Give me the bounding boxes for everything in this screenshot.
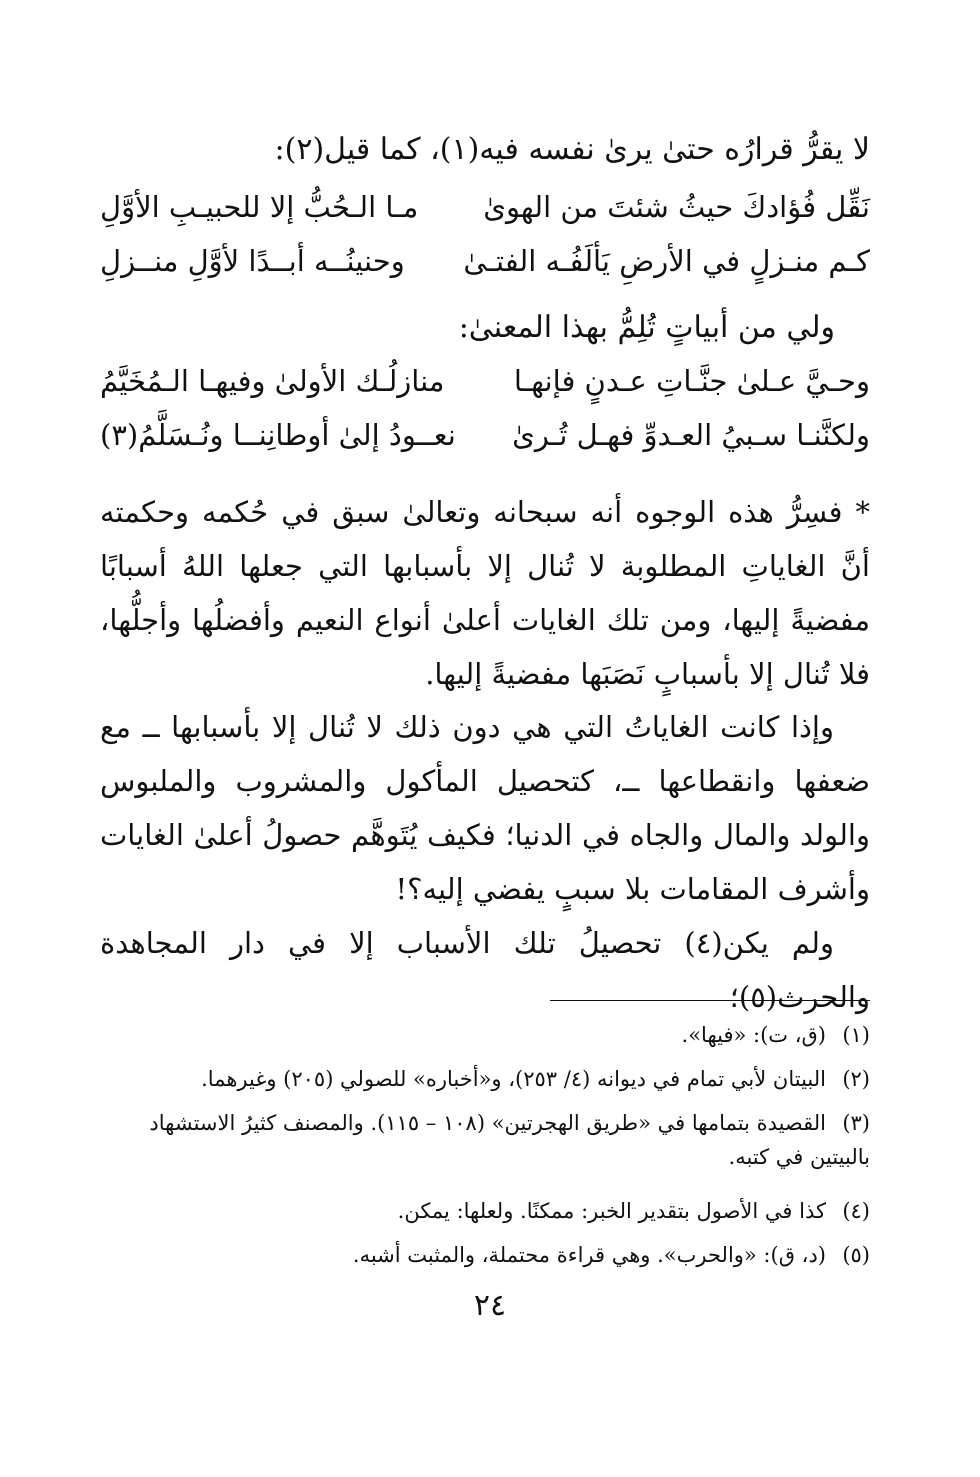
paragraph-3: ولم يكن(٤) تحصيلُ تلك الأسباب إلا في دار المجاهدة والحرث(٥)؛ — [100, 926, 870, 1014]
verse1-bayt1 — [100, 190, 870, 240]
footnote-text: القصيدة بتمامها في «طريق الهجرتين» (١٠٨ – ١١٥). والمصنف كثيرُ الاستشهاد بالبيتين في كتبه. — [149, 1111, 870, 1169]
verse2-bayt1-first-hemistich: وحـيَّ عـلىٰ جنَّـاتِ عـدنٍ فإنهـا — [513, 364, 870, 398]
verse1-bayt1-first-hemistich: نَقِّل فُؤادكَ حيثُ شئتَ من الهوىٰ — [483, 190, 870, 224]
footnote-5 — [100, 1238, 870, 1272]
footnote-text: كذا في الأصول بتقدير الخبر: ممكنًا. ولعلها: يمكن. — [397, 1199, 826, 1223]
paragraph-1: * فسِرُّ هذه الوجوه أنه سبحانه وتعالىٰ سبق في حُكمه وحكمته أنَّ الغاياتِ المطلوبة لا تُنال إلا بأسبابها التي جعلها اللهُ أسبابًا مفضيةً إليها، ومن تلك الغايات أعلىٰ أنواع النعيم وأفضلُها وأجلُّها، فلا تُنال إلا بأسبابٍ نَصَبَها مفضيةً إليها. — [100, 495, 870, 691]
verse2-bayt1 — [100, 364, 870, 414]
opening-line: لا يقرُّ قرارُه حتىٰ يرىٰ نفسه فيه(١)، كما قيل(٢): — [274, 132, 870, 167]
footnote-number: (٢) — [842, 1067, 870, 1091]
footnote-4 — [100, 1194, 870, 1228]
footnote-number: (٤) — [842, 1199, 870, 1223]
footnote-number: (٣) — [842, 1111, 870, 1135]
page-number: ٢٤ — [473, 1288, 507, 1323]
footnote-number: (١) — [842, 1023, 870, 1047]
footnote-separator — [550, 1000, 870, 1001]
footnote-text: (د، ق): «والحرب». وهي قراءة محتملة، والمثبت أشبه. — [352, 1243, 826, 1267]
verse1-bayt2 — [100, 244, 870, 294]
footnote-text: البيتان لأبي تمام في ديوانه (٤/ ٢٥٣)، و«أخباره» للصولي (٢٠٥) وغيرهما. — [201, 1067, 826, 1091]
verse2-bayt2-second-hemistich: نعــودُ إلىٰ أوطانِنــا ونُـسَلَّمُ(٣) — [100, 418, 456, 452]
verse2-intro: ولي من أبياتٍ تُلِمُّ بهذا المعنىٰ: — [458, 310, 835, 345]
footnote-text: (ق، ت): «فيها». — [681, 1023, 826, 1047]
footnote-2 — [100, 1062, 870, 1096]
paragraph-2: وإذا كانت الغاياتُ التي هي دون ذلك لا تُنال إلا بأسبابها ــ مع ضعفها وانقطاعها ــ، كتحصيل المأكول والمشروب والملبوس والولد والمال والجاه في الدنيا؛ فكيف يُتَوهَّم حصولُ أعلىٰ الغايات وأشرف المقامات بلا سببٍ يفضي إليه؟! — [100, 710, 870, 906]
verse1-bayt2-first-hemistich: كـم منـزلٍ في الأرضِ يَألَفُـه الفتـىٰ — [463, 244, 870, 278]
verse2-bayt2-first-hemistich: ولكنَّنـا سـبيُ العـدوِّ فهـل تُـرىٰ — [512, 418, 870, 452]
footnote-1 — [100, 1018, 870, 1052]
verse1-bayt2-second-hemistich: وحنينُــه أبــدًا لأوَّلِ منــزلِ — [100, 244, 405, 278]
footnote-number: (٥) — [842, 1243, 870, 1267]
footnote-3 — [100, 1106, 870, 1174]
verse2-bayt1-second-hemistich: منازلُـك الأولىٰ وفيهـا الـمُخَيَّمُ — [100, 364, 445, 398]
verse2-bayt2 — [100, 418, 870, 468]
verse1-bayt1-second-hemistich: مـا الـحُبُّ إلا للحبيـبِ الأوَّلِ — [100, 190, 419, 224]
